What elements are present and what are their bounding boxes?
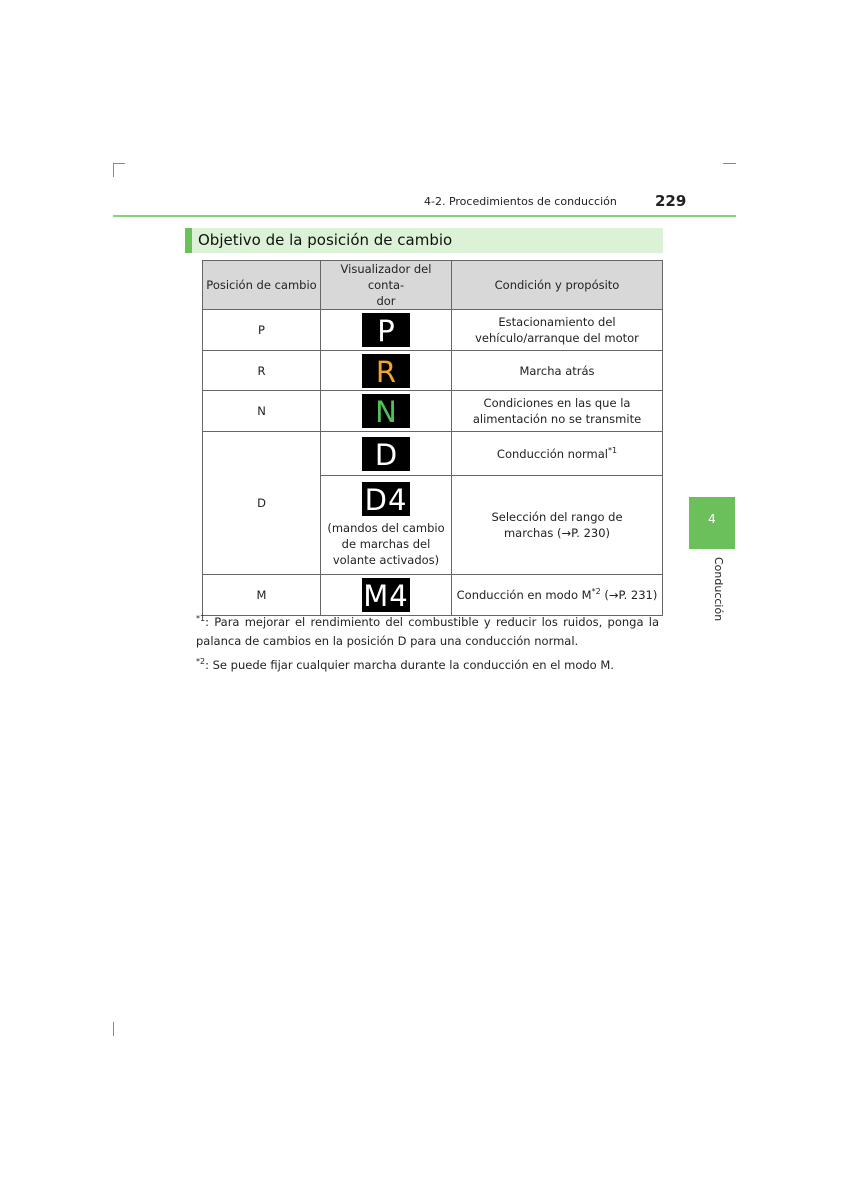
column-header: Visualizador del conta- dor [321, 261, 452, 310]
condition-cell [452, 575, 663, 616]
display-note: (mandos del cambio de marchas del volante activados) [327, 521, 445, 567]
display-cell [321, 351, 452, 391]
gear-indicator-badge: R [362, 354, 410, 388]
table-header-row [203, 261, 663, 310]
condition-cell [452, 432, 663, 476]
chapter-tab-label: Conducción [712, 557, 725, 622]
column-header: Condición y propósito [452, 261, 663, 310]
section-title: Objetivo de la posición de cambio [185, 228, 663, 253]
header-rule [113, 215, 736, 217]
shift-position: D [203, 432, 321, 575]
display-cell [321, 476, 452, 575]
condition-text: Conducción normal [496, 446, 608, 461]
crop-mark [113, 1022, 114, 1036]
footnote-ref: *1 [607, 445, 618, 455]
footnote-text: : Para mejorar el rendimiento del combustible y reducir los ruidos, ponga la palanca de cambios en la posición D para una conducción normal. [196, 615, 659, 648]
footnote [196, 656, 659, 675]
gear-indicator-badge: P [362, 313, 410, 347]
table-row [203, 310, 663, 351]
display-cell [321, 310, 452, 351]
table-row [203, 575, 663, 616]
condition-cell [452, 310, 663, 351]
display-cell [321, 432, 452, 476]
footnote-marker: *1 [196, 614, 206, 624]
condition-cell [452, 476, 663, 575]
footnote-marker: *2 [196, 657, 206, 667]
condition-cell [452, 391, 663, 432]
footnote-text: : Se puede fijar cualquier marcha durante la conducción en el modo M. [205, 658, 614, 672]
footnote [196, 613, 659, 651]
page-reference: (→P. 231) [600, 588, 658, 602]
display-cell [321, 391, 452, 432]
column-header: Posición de cambio [203, 261, 321, 310]
gear-indicator-badge: M4 [363, 579, 409, 613]
shift-position: P [203, 310, 321, 351]
running-header: 4-2. Procedimientos de conducción [424, 195, 617, 208]
crop-mark [723, 163, 736, 164]
condition-cell [452, 351, 663, 391]
table-row [203, 391, 663, 432]
gear-indicator-badge: N [362, 394, 410, 428]
condition-text: Estacionamiento del vehículo/arranque del motor [475, 315, 639, 345]
condition-text: Condiciones en las que la alimentación no se transmite [472, 396, 642, 426]
crop-mark [113, 163, 114, 177]
shift-position: N [203, 391, 321, 432]
page-number: 229 [655, 192, 687, 210]
gear-indicator-badge: D4 [362, 482, 410, 516]
table-row [203, 432, 663, 476]
table-row [203, 351, 663, 391]
condition-text: Marcha atrás [519, 363, 595, 378]
condition-text: Selección del rango de marchas (→P. 230) [491, 510, 623, 540]
shift-position-table [202, 260, 663, 616]
shift-position: M [203, 575, 321, 616]
gear-indicator-badge: D [362, 437, 410, 471]
shift-position: R [203, 351, 321, 391]
condition-text: Conducción en modo M [456, 588, 592, 602]
crop-mark [113, 163, 125, 164]
footnote-ref: *2 [591, 587, 601, 597]
chapter-tab: 4 [689, 497, 735, 549]
display-cell [321, 575, 452, 616]
